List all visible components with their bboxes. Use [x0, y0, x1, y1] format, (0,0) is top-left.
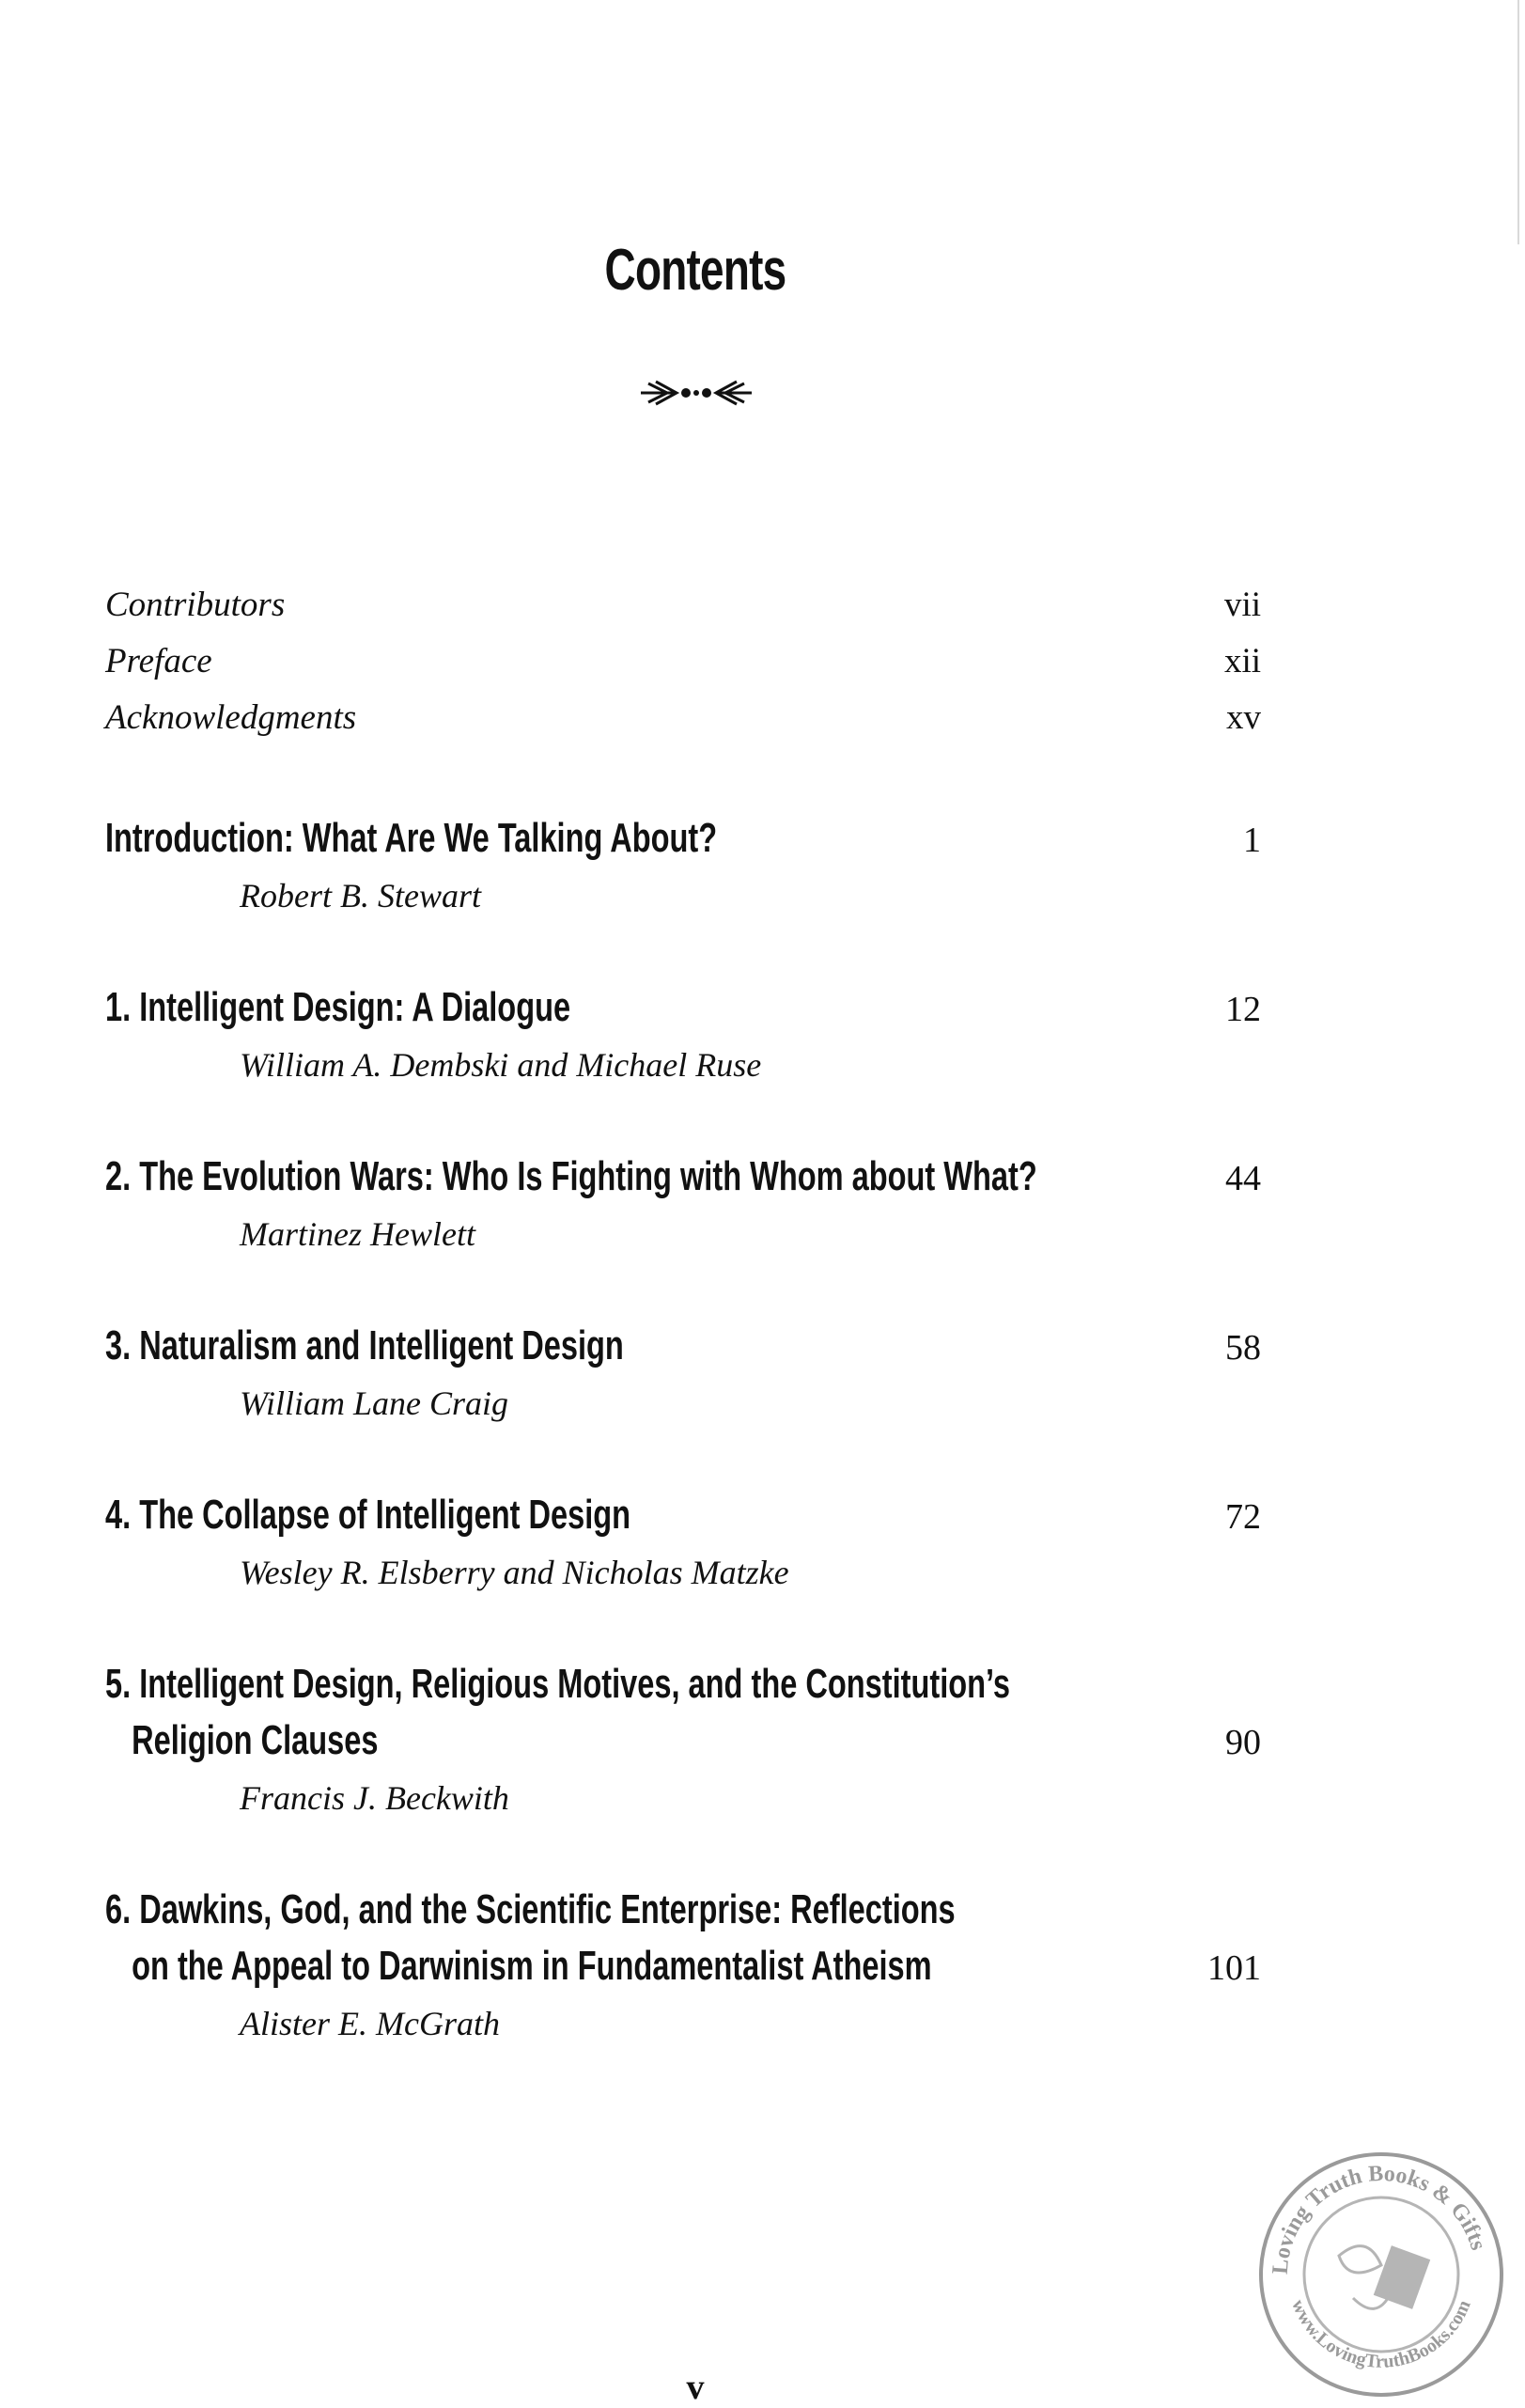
chapter-title-line: 2. The Evolution Wars: Who Is Fighting with Whom about What? [105, 1153, 1037, 1199]
chapter-page: 58 [1225, 1328, 1261, 1368]
chapter-page: 1 [1243, 821, 1261, 860]
page-number: v [686, 2368, 705, 2407]
chapter-title-3 [105, 1318, 624, 1374]
chapter-title-introduction [105, 810, 717, 867]
fleuron-ornament-icon [639, 372, 754, 414]
chapter-author: William Lane Craig [240, 1384, 509, 1422]
chapter-author: Martinez Hewlett [240, 1215, 475, 1253]
chapter-title-line: Religion Clauses [132, 1717, 379, 1763]
front-matter-page: xii [1223, 642, 1261, 680]
chapter-title-line: 4. The Collapse of Intelligent Design [105, 1492, 631, 1538]
chapter-author: Alister E. McGrath [240, 2005, 500, 2042]
chapter-title-line: 5. Intelligent Design, Religious Motives, and the Constitution’s [105, 1661, 1011, 1707]
front-matter-page: xv [1226, 698, 1261, 737]
chapter-title-1 [105, 979, 570, 1036]
chapter-title-5 [105, 1656, 1010, 1769]
front-matter-preface: Preface [105, 642, 212, 680]
chapter-author: William A. Dembski and Michael Ruse [240, 1046, 762, 1084]
chapter-author: Francis J. Beckwith [240, 1779, 509, 1817]
chapter-page: 44 [1225, 1159, 1261, 1198]
chapter-title-2 [105, 1149, 1037, 1205]
chapter-title-6 [105, 1882, 956, 1994]
stamp-url: www.LovingTruthBooks.com [1287, 2296, 1475, 2372]
page-edge [1517, 0, 1519, 244]
chapter-title-line: 3. Naturalism and Intelligent Design [105, 1322, 624, 1368]
chapter-page: 90 [1225, 1723, 1261, 1762]
chapter-page: 72 [1225, 1497, 1261, 1537]
chapter-author: Robert B. Stewart [240, 877, 481, 915]
svg-text:www.LovingTruthBooks.com [1287, 2297, 1475, 2372]
page-title: Contents [604, 238, 786, 303]
chapter-title-line: Introduction: What Are We Talking About? [105, 815, 718, 861]
chapter-title-line: on the Appeal to Darwinism in Fundamentalist Atheism [132, 1943, 932, 1989]
chapter-title-line: 1. Intelligent Design: A Dialogue [105, 984, 571, 1030]
stamp-text: Loving Truth Books & Gifts [1268, 2161, 1491, 2275]
chapter-title-line: 6. Dawkins, God, and the Scientific Enterprise: Reflections [105, 1886, 956, 1932]
front-matter-acknowledgments: Acknowledgments [105, 698, 357, 737]
chapter-title-4 [105, 1487, 630, 1543]
chapter-page: 12 [1225, 990, 1261, 1029]
chapter-author: Wesley R. Elsberry and Nicholas Matzke [240, 1554, 789, 1591]
front-matter-contributors: Contributors [105, 586, 286, 624]
front-matter-page: vii [1223, 586, 1261, 624]
chapter-page: 101 [1207, 1948, 1261, 1988]
